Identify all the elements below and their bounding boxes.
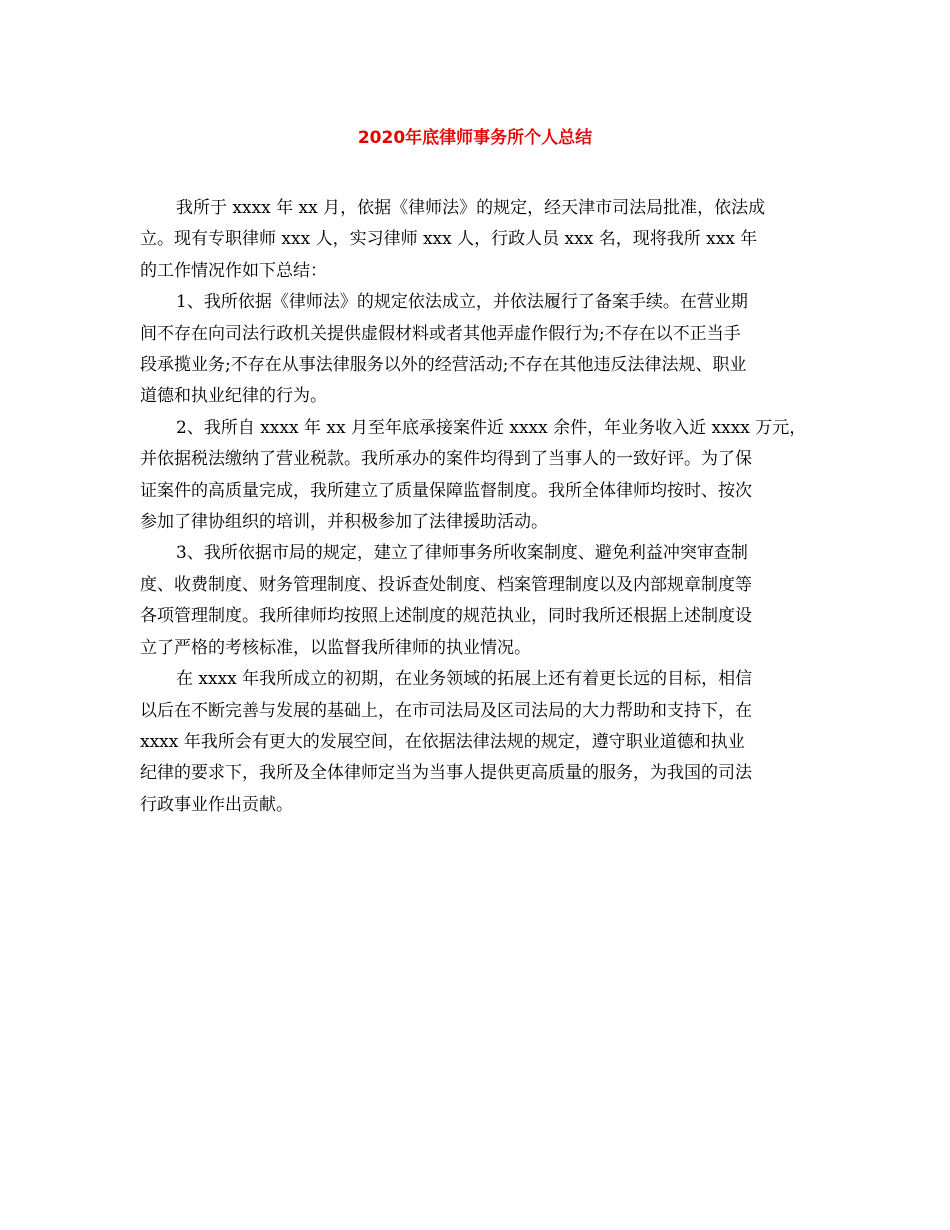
- paragraph-line: 道德和执业纪律的行为。: [140, 386, 327, 407]
- paragraph-line: xxxx 年我所会有更大的发展空间，在依据法律法规的规定，遵守职业道德和执业: [140, 731, 745, 752]
- paragraph-item-1: [140, 287, 815, 413]
- paragraph-line: 我所于 xxxx 年 xx 月，依据《律师法》的规定，经天津市司法局批准，依法成: [176, 198, 766, 218]
- paragraph-line: 度、收费制度、财务管理制度、投诉查处制度、档案管理制度以及内部规章制度等: [140, 574, 752, 595]
- document-title: 2020年底律师事务所个人总结: [357, 128, 593, 148]
- paragraph-line: 的工作情况作如下总结：: [140, 260, 327, 281]
- paragraph-item-2: [140, 413, 815, 539]
- paragraph-conclusion: [140, 664, 815, 821]
- paragraph-line: 段承揽业务;不存在从事法律服务以外的经营活动;不存在其他违反法律法规、职业: [140, 355, 747, 376]
- paragraph-line: 各项管理制度。我所律师均按照上述制度的规范执业，同时我所还根据上述制度设: [140, 606, 752, 627]
- paragraph-item-3: [140, 538, 815, 664]
- paragraph-line: 证案件的高质量完成，我所建立了质量保障监督制度。我所全体律师均按时、按次: [140, 480, 752, 501]
- paragraph-line: 以后在不断完善与发展的基础上，在市司法局及区司法局的大力帮助和支持下，在: [140, 700, 752, 721]
- paragraph-line: 纪律的要求下，我所及全体律师定当为当事人提供更高质量的服务，为我国的司法: [140, 763, 752, 784]
- paragraph-line: 1、我所依据《律师法》的规定依法成立，并依法履行了备案手续。在营业期: [176, 292, 748, 313]
- paragraph-line: 立了严格的考核标准，以监督我所律师的执业情况。: [140, 637, 531, 658]
- paragraph-line: 2、我所自 xxxx 年 xx 月至年底承接案件近 xxxx 余件，年业务收入近 xxxx 万元，: [176, 417, 807, 438]
- document-body: [140, 193, 815, 821]
- paragraph-line: 间不存在向司法行政机关提供虚假材料或者其他弄虚作假行为;不存在以不正当手: [140, 323, 741, 344]
- paragraph-line: 参加了律协组织的培训，并积极参加了法律援助活动。: [140, 512, 548, 533]
- paragraph-line: 在 xxxx 年我所成立的初期，在业务领域的拓展上还有着更长远的目标，相信: [176, 669, 753, 690]
- paragraph-line: 行政事业作出贡献。: [140, 794, 293, 815]
- paragraph-line: 立。现有专职律师 xxx 人，实习律师 xxx 人，行政人员 xxx 名，现将我所 xxx 年: [140, 229, 758, 250]
- paragraph-line: 并依据税法缴纳了营业税款。我所承办的案件均得到了当事人的一致好评。为了保: [140, 449, 752, 470]
- paragraph-intro: [140, 193, 815, 287]
- paragraph-line: 3、我所依据市局的规定，建立了律师事务所收案制度、避免利益冲突审查制: [176, 543, 748, 564]
